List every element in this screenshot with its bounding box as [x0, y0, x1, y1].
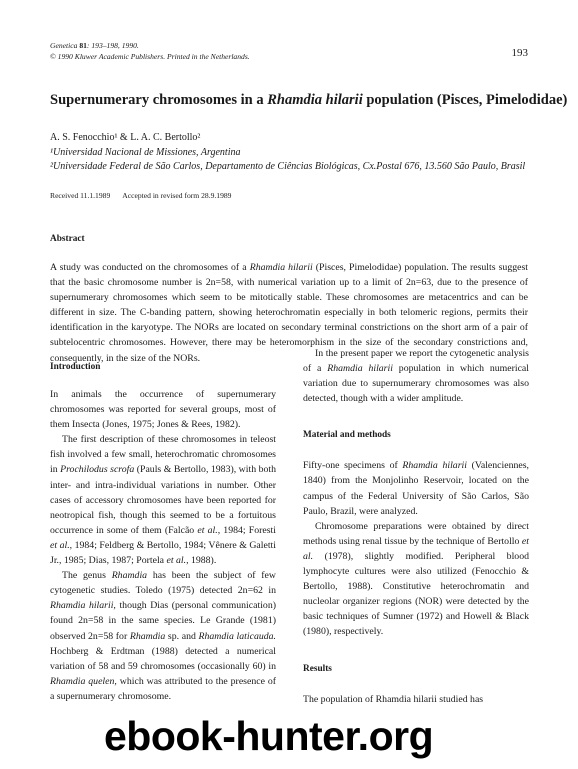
watermark: ebook-hunter.org [104, 713, 434, 759]
text-run: , 1988). [186, 555, 217, 567]
text-run: (Valenciennes, 1840) from the Monjolinho Reservoir, located on the campus of the Federal University of São Carlos, São Paulo, Brazil, were analyzed. [303, 460, 530, 517]
species-name: Rhamdia hilarii [327, 363, 393, 375]
species-name: Rhamdia hilarii [402, 460, 467, 472]
page-number: 193 [511, 47, 528, 59]
intro-paragraph-2 [50, 432, 276, 568]
citation-line [50, 41, 250, 52]
text-run: population in which numerical variation due to supernumerary chromosomes was also detected, though with a wider amplitude. [303, 363, 529, 405]
journal-name: Genetica [50, 41, 78, 50]
text-run: A study was conducted on the chromosomes of a [50, 262, 250, 273]
intro-paragraph-3 [50, 568, 276, 704]
abstract-heading: Abstract [50, 234, 85, 244]
article-title [50, 92, 568, 109]
text-run: (Pisces, Pimelodidae) population. The results suggest that the basic chromosome number is 2n=58, with numerical variation up to a limit of 2n=63, due to the presence of supernumerary chromosomes which seem to be mitotically stable. These chromosomes are metacentrics and can be different in size. The C-banding pattern, showing heterochromatin especially in both telomeric regions, permits their identification in the karyotype. The NORs are located on secondary terminal constrictions on the short arm of a pair of subtelocentric chromosomes. However, there may be heteromorphism in the size of the secondary constrictions and, consequently, in the size of the NORs. [50, 262, 529, 364]
text-run: The first description of these chromosomes in teleost fish involved a few small, heterochromatic chromosomes in [50, 434, 276, 476]
received-dates [50, 191, 231, 200]
author-block [50, 131, 525, 175]
text-run: In the present paper we report the cytogenetic analysis of a [303, 348, 529, 375]
text-run: Fifty-one specimens of [303, 460, 403, 472]
affiliation-2: ²Universidade Federal de São Carlos, Departamento de Ciências Biológicas, Cx.Postal 676, 13.560 São Paulo, Brasil [50, 161, 526, 172]
text-run: has been the subject of few cytogenetic studies. Toledo (1975) detected 2n=62 in [50, 570, 276, 597]
intro-paragraph-4 [303, 346, 529, 406]
text-run: (Pauls & Bertollo, 1983), with both inter- and intra-individual variations in number. Other cases of accessory chromosomes have been reported for neotropical fish, though this seemed to be a fortuitous occurrence in some of them (Falcão [50, 464, 276, 536]
species-name: Rhamdia hilarii [249, 262, 313, 273]
running-header [50, 41, 250, 62]
title-part: population (Pisces, Pimelodidae) [362, 92, 568, 108]
text-run: sp. and [165, 630, 199, 642]
methods-paragraph-2 [303, 519, 529, 640]
author-names: A. S. Fenocchio¹ & L. A. C. Bertollo² [50, 132, 201, 143]
text-run: The genus [62, 570, 112, 582]
received-date: Received 11.1.1989 [50, 191, 111, 200]
methods-paragraph-1 [303, 458, 529, 518]
et-al: et al. [166, 555, 187, 567]
species-name: Rhamdia [111, 570, 148, 582]
methods-heading: Material and methods [303, 430, 391, 441]
accepted-date: Accepted in revised form 28.9.1989 [122, 191, 232, 200]
results-paragraph-1: The population of Rhamdia hilarii studied has [303, 693, 484, 705]
species-name: Rhamdia laticauda. [198, 630, 276, 642]
text-run: which was attributed to the presence of a supernumerary chromosome. [50, 675, 276, 702]
title-species: Rhamdia hilarii [267, 92, 363, 108]
et-al: et al. [50, 539, 70, 551]
left-column [50, 360, 276, 704]
et-al: et al. [303, 535, 529, 562]
species-name: Prochilodus scrofa [60, 464, 135, 476]
species-name: Rhamdia quelen, [50, 675, 117, 687]
copyright-line: © 1990 Kluwer Academic Publishers. Printed in the Netherlands. [50, 51, 250, 61]
text-run: , 1984; Foresti [217, 524, 276, 536]
journal-pages: : 193–198, 1990. [86, 41, 139, 50]
journal-volume: 81 [79, 41, 87, 50]
text-run: (1978), slightly modified. Peripheral blood lymphocyte cultures were also utilized (Fenocchio & Bertollo, 1988). Constitutive heterochromatin and nucleolar organizer regions (NOR) were detected by the basic techniques of Sumner (1972) and Howell & Black (1980), respectively. [303, 550, 529, 638]
affiliation-1: ¹Universidad Nacional de Missiones, Argentina [50, 146, 241, 158]
et-al: et al. [197, 524, 218, 536]
text-run: , 1984; Feldberg & Bertollo, 1984; Vênere & Galetti Jr., 1985; Dias, 1987; Portela [50, 539, 276, 567]
species-name: Rhamdia hilarii, [50, 600, 116, 612]
intro-paragraph-1: In animals the occurrence of supernumerary chromosomes was reported for several groups, most of them Insecta (Jones, 1975; Jones & Rees, 1982). [50, 389, 276, 431]
introduction-heading: Introduction [50, 362, 101, 372]
right-column [303, 346, 529, 707]
text-run: Chromosome preparations were obtained by direct methods using renal tissue by the technique of Bertollo [303, 520, 529, 547]
results-heading: Results [303, 663, 332, 674]
title-part: Supernumerary chromosomes in a [50, 92, 268, 108]
text-run: though Dias (personal communication) found 2n=58 in the same species. Le Grande (1981) observed 2n=58 for [50, 600, 276, 642]
text-run: Hochberg & Erdtman (1988) detected a numerical variation of 58 and 59 chromosomes (occasionally 60) in [50, 645, 276, 672]
species-name: Rhamdia [129, 630, 166, 642]
